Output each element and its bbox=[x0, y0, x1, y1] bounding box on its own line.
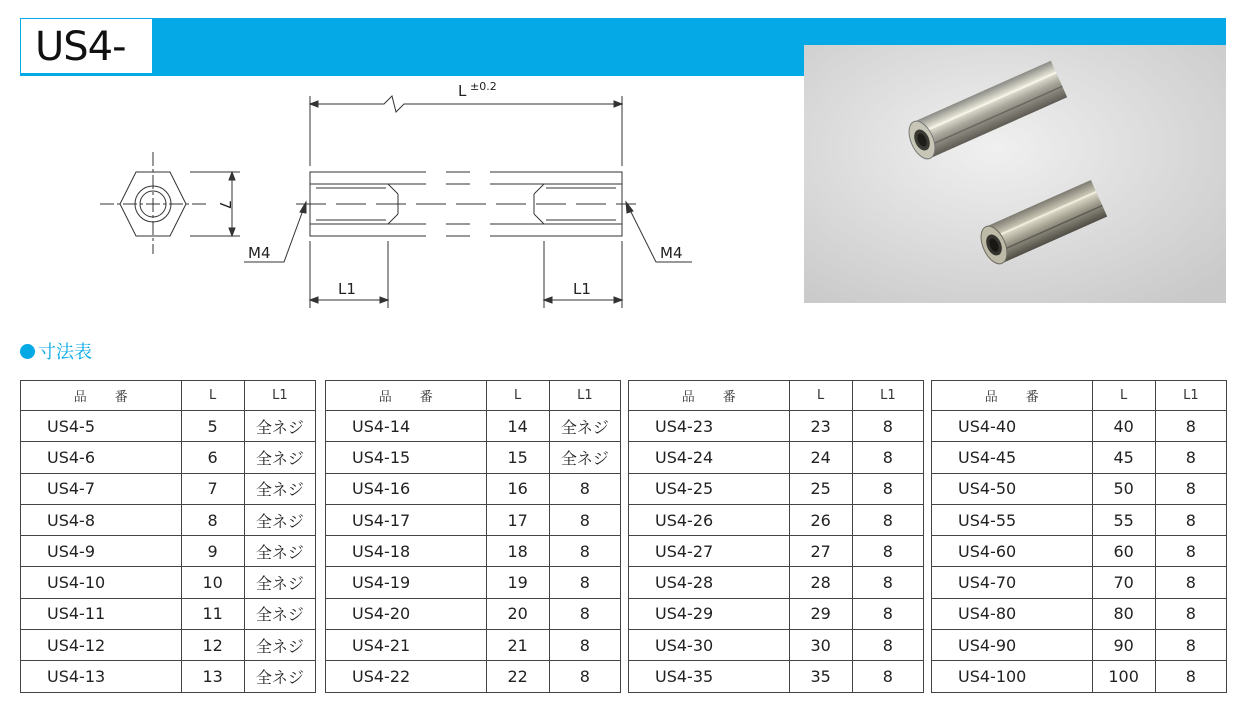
header-thread-length: L1 bbox=[244, 381, 315, 411]
table-row bbox=[932, 473, 1227, 504]
part-number-cell: US4-14 bbox=[326, 411, 487, 442]
length-cell: 60 bbox=[1092, 536, 1155, 567]
header-length: L bbox=[486, 381, 549, 411]
thread-label-right: M4 bbox=[660, 244, 683, 262]
part-number-cell: US4-21 bbox=[326, 630, 487, 661]
length-cell: 26 bbox=[789, 504, 852, 535]
table-row bbox=[326, 661, 621, 692]
table-row bbox=[21, 661, 316, 692]
header-thread-length: L1 bbox=[852, 381, 923, 411]
part-number-cell: US4-35 bbox=[629, 661, 790, 692]
thread-length-cell: 8 bbox=[852, 442, 923, 473]
thread-length-cell: 全ネジ bbox=[244, 473, 315, 504]
part-number-cell: US4-13 bbox=[21, 661, 182, 692]
length-cell: 9 bbox=[181, 536, 244, 567]
part-number-cell: US4-70 bbox=[932, 567, 1093, 598]
header-part-number: 品番 bbox=[932, 381, 1093, 411]
length-cell: 11 bbox=[181, 598, 244, 629]
table-row bbox=[21, 442, 316, 473]
table-row bbox=[932, 630, 1227, 661]
table-row bbox=[326, 630, 621, 661]
length-cell: 90 bbox=[1092, 630, 1155, 661]
length-cell: 5 bbox=[181, 411, 244, 442]
part-number-cell: US4-29 bbox=[629, 598, 790, 629]
thread-length-cell: 8 bbox=[1155, 567, 1226, 598]
part-number-cell: US4-28 bbox=[629, 567, 790, 598]
thread-length-cell: 8 bbox=[549, 504, 620, 535]
dimension-table-1 bbox=[20, 380, 316, 693]
part-number-cell: US4-24 bbox=[629, 442, 790, 473]
table-row bbox=[932, 411, 1227, 442]
thread-length-cell: 8 bbox=[549, 598, 620, 629]
table-row bbox=[932, 442, 1227, 473]
length-cell: 70 bbox=[1092, 567, 1155, 598]
thread-length-cell: 8 bbox=[1155, 411, 1226, 442]
thread-length-cell: 全ネジ bbox=[549, 442, 620, 473]
length-cell: 14 bbox=[486, 411, 549, 442]
thread-length-cell: 8 bbox=[1155, 630, 1226, 661]
length-tolerance: ±0.2 bbox=[470, 80, 497, 93]
thread-length-cell: 8 bbox=[852, 598, 923, 629]
thread-length-cell: 全ネジ bbox=[244, 567, 315, 598]
thread-length-cell: 8 bbox=[1155, 598, 1226, 629]
length-cell: 23 bbox=[789, 411, 852, 442]
length-cell: 50 bbox=[1092, 473, 1155, 504]
section-heading bbox=[20, 340, 92, 366]
part-number-cell: US4-60 bbox=[932, 536, 1093, 567]
table-row bbox=[326, 536, 621, 567]
part-number-cell: US4-27 bbox=[629, 536, 790, 567]
length-cell: 28 bbox=[789, 567, 852, 598]
header-part-number: 品番 bbox=[21, 381, 182, 411]
header-length: L bbox=[789, 381, 852, 411]
table-row bbox=[629, 598, 924, 629]
table-row bbox=[21, 473, 316, 504]
thread-length-cell: 8 bbox=[852, 661, 923, 692]
thread-length-cell: 8 bbox=[852, 504, 923, 535]
thread-length-cell: 8 bbox=[1155, 661, 1226, 692]
thread-length-cell: 8 bbox=[852, 536, 923, 567]
width-label: 7 bbox=[216, 200, 234, 210]
table-row bbox=[629, 630, 924, 661]
part-number-cell: US4-10 bbox=[21, 567, 182, 598]
bullet-dot-icon bbox=[20, 344, 35, 359]
length-cell: 20 bbox=[486, 598, 549, 629]
thread-length-cell: 8 bbox=[852, 411, 923, 442]
table-row bbox=[21, 567, 316, 598]
l1-label-right: L1 bbox=[573, 280, 591, 298]
thread-length-cell: 全ネジ bbox=[244, 442, 315, 473]
length-cell: 17 bbox=[486, 504, 549, 535]
header-thread-length: L1 bbox=[1155, 381, 1226, 411]
table-header-row bbox=[629, 381, 924, 411]
length-cell: 35 bbox=[789, 661, 852, 692]
length-cell: 21 bbox=[486, 630, 549, 661]
length-cell: 29 bbox=[789, 598, 852, 629]
l1-label-left: L1 bbox=[338, 280, 356, 298]
part-number-cell: US4-80 bbox=[932, 598, 1093, 629]
table-row bbox=[326, 504, 621, 535]
table-row bbox=[932, 598, 1227, 629]
table-row bbox=[21, 504, 316, 535]
header-part-number: 品番 bbox=[629, 381, 790, 411]
table-row bbox=[629, 661, 924, 692]
thread-length-cell: 8 bbox=[549, 536, 620, 567]
thread-length-cell: 8 bbox=[852, 473, 923, 504]
table-row bbox=[629, 473, 924, 504]
part-number-cell: US4-22 bbox=[326, 661, 487, 692]
part-number-cell: US4-18 bbox=[326, 536, 487, 567]
dimension-table-2 bbox=[325, 380, 621, 693]
length-cell: 19 bbox=[486, 567, 549, 598]
length-cell: 18 bbox=[486, 536, 549, 567]
part-number-cell: US4-5 bbox=[21, 411, 182, 442]
table-row bbox=[932, 567, 1227, 598]
table-row bbox=[629, 411, 924, 442]
table-row bbox=[21, 536, 316, 567]
length-cell: 40 bbox=[1092, 411, 1155, 442]
technical-drawing bbox=[0, 76, 800, 316]
thread-length-cell: 8 bbox=[549, 630, 620, 661]
length-cell: 45 bbox=[1092, 442, 1155, 473]
dimension-table-3 bbox=[628, 380, 924, 693]
part-number-cell: US4-30 bbox=[629, 630, 790, 661]
table-row bbox=[629, 567, 924, 598]
thread-length-cell: 8 bbox=[549, 567, 620, 598]
length-cell: 24 bbox=[789, 442, 852, 473]
thread-length-cell: 全ネジ bbox=[244, 536, 315, 567]
part-number-cell: US4-100 bbox=[932, 661, 1093, 692]
table-row bbox=[326, 598, 621, 629]
part-number-cell: US4-6 bbox=[21, 442, 182, 473]
header-length: L bbox=[181, 381, 244, 411]
length-label: L bbox=[458, 82, 467, 100]
table-row bbox=[629, 504, 924, 535]
dimension-table-4 bbox=[931, 380, 1227, 693]
thread-length-cell: 8 bbox=[1155, 504, 1226, 535]
table-row bbox=[21, 598, 316, 629]
length-cell: 16 bbox=[486, 473, 549, 504]
table-row bbox=[326, 442, 621, 473]
title-box bbox=[20, 18, 153, 74]
length-cell: 12 bbox=[181, 630, 244, 661]
table-row bbox=[326, 473, 621, 504]
thread-length-cell: 8 bbox=[1155, 473, 1226, 504]
length-cell: 8 bbox=[181, 504, 244, 535]
thread-length-cell: 8 bbox=[1155, 442, 1226, 473]
part-number-cell: US4-19 bbox=[326, 567, 487, 598]
table-header-row bbox=[21, 381, 316, 411]
table-row bbox=[326, 411, 621, 442]
part-number-cell: US4-9 bbox=[21, 536, 182, 567]
length-cell: 13 bbox=[181, 661, 244, 692]
table-row bbox=[629, 442, 924, 473]
thread-label-left: M4 bbox=[248, 244, 271, 262]
thread-length-cell: 8 bbox=[852, 630, 923, 661]
part-number-cell: US4-90 bbox=[932, 630, 1093, 661]
side-view bbox=[296, 170, 636, 238]
length-cell: 25 bbox=[789, 473, 852, 504]
thread-length-cell: 全ネジ bbox=[244, 661, 315, 692]
part-number-cell: US4-15 bbox=[326, 442, 487, 473]
table-row bbox=[629, 536, 924, 567]
length-cell: 80 bbox=[1092, 598, 1155, 629]
thread-length-cell: 全ネジ bbox=[244, 598, 315, 629]
length-cell: 55 bbox=[1092, 504, 1155, 535]
header-part-number: 品番 bbox=[326, 381, 487, 411]
part-number-cell: US4-23 bbox=[629, 411, 790, 442]
part-number-cell: US4-17 bbox=[326, 504, 487, 535]
part-number-cell: US4-8 bbox=[21, 504, 182, 535]
part-number-cell: US4-16 bbox=[326, 473, 487, 504]
thread-length-cell: 全ネジ bbox=[549, 411, 620, 442]
thread-length-cell: 8 bbox=[549, 473, 620, 504]
length-cell: 7 bbox=[181, 473, 244, 504]
product-title: US4- bbox=[35, 24, 126, 70]
part-number-cell: US4-12 bbox=[21, 630, 182, 661]
header-length: L bbox=[1092, 381, 1155, 411]
length-cell: 15 bbox=[486, 442, 549, 473]
length-cell: 10 bbox=[181, 567, 244, 598]
length-cell: 22 bbox=[486, 661, 549, 692]
table-row bbox=[932, 536, 1227, 567]
thread-length-cell: 8 bbox=[549, 661, 620, 692]
table-row bbox=[932, 504, 1227, 535]
thread-length-cell: 8 bbox=[1155, 536, 1226, 567]
table-row bbox=[21, 411, 316, 442]
length-cell: 6 bbox=[181, 442, 244, 473]
part-number-cell: US4-7 bbox=[21, 473, 182, 504]
part-number-cell: US4-11 bbox=[21, 598, 182, 629]
thread-length-cell: 8 bbox=[852, 567, 923, 598]
thread-length-cell: 全ネジ bbox=[244, 630, 315, 661]
part-number-cell: US4-25 bbox=[629, 473, 790, 504]
table-row bbox=[326, 567, 621, 598]
section-title: 寸法表 bbox=[38, 342, 92, 363]
part-number-cell: US4-55 bbox=[932, 504, 1093, 535]
header-thread-length: L1 bbox=[549, 381, 620, 411]
part-number-cell: US4-40 bbox=[932, 411, 1093, 442]
table-header-row bbox=[932, 381, 1227, 411]
table-row bbox=[932, 661, 1227, 692]
length-cell: 30 bbox=[789, 630, 852, 661]
part-number-cell: US4-50 bbox=[932, 473, 1093, 504]
thread-length-cell: 全ネジ bbox=[244, 411, 315, 442]
product-photo bbox=[804, 45, 1226, 303]
part-number-cell: US4-20 bbox=[326, 598, 487, 629]
table-row bbox=[21, 630, 316, 661]
table-header-row bbox=[326, 381, 621, 411]
length-cell: 100 bbox=[1092, 661, 1155, 692]
part-number-cell: US4-45 bbox=[932, 442, 1093, 473]
part-number-cell: US4-26 bbox=[629, 504, 790, 535]
length-cell: 27 bbox=[789, 536, 852, 567]
thread-length-cell: 全ネジ bbox=[244, 504, 315, 535]
